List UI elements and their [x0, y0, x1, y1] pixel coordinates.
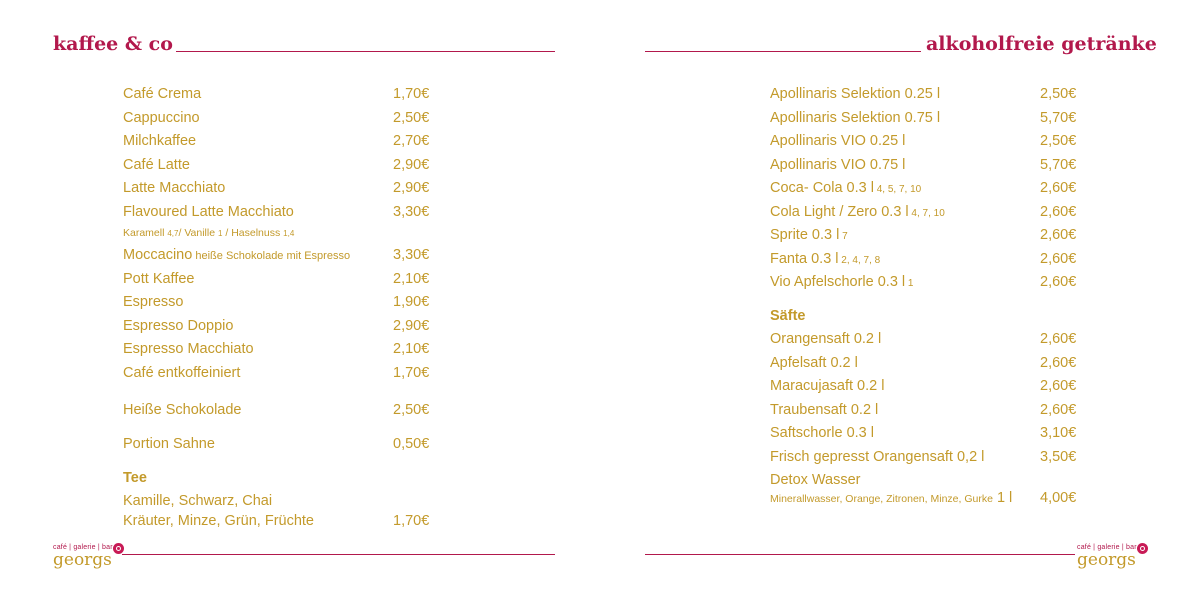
menu-item-price: 4,00€	[1040, 490, 1077, 506]
menu-item-name: Portion Sahne	[123, 436, 215, 452]
menu-item-name: Cappuccino	[123, 110, 200, 126]
menu-item-price: 2,60€	[1040, 180, 1077, 196]
menu-item-price: 1,70€	[393, 86, 430, 102]
menu-item-name: Apollinaris VIO 0.25 l	[770, 133, 906, 149]
menu-item-price: 5,70€	[1040, 157, 1077, 173]
menu-item-name: Apollinaris VIO 0.75 l	[770, 157, 906, 173]
menu-item-price: 2,90€	[393, 318, 430, 334]
menu-item-name: Flavoured Latte Macchiato	[123, 204, 294, 220]
menu-item-name: Café entkoffeiniert	[123, 365, 241, 381]
tea-line-1: Kamille, Schwarz, Chai	[123, 493, 273, 509]
menu-item-name: Espresso Doppio	[123, 318, 234, 334]
menu-item-price: 2,60€	[1040, 402, 1077, 418]
menu-item-price: 2,60€	[1040, 204, 1077, 220]
menu-item-price: 0,50€	[393, 436, 430, 452]
menu-item-price: 2,60€	[1040, 274, 1077, 290]
menu-item-name: Café Crema	[123, 86, 202, 102]
menu-item-price: 3,10€	[1040, 425, 1077, 441]
menu-item-name: Vio Apfelschorle 0.3 l 1	[770, 274, 914, 290]
menu-item-name: Traubensaft 0.2 l	[770, 402, 879, 418]
detox-desc: Minerallwasser, Orange, Zitronen, Minze, Gurke 1 l	[770, 490, 1013, 506]
menu-item-name: Cola Light / Zero 0.3 l 4, 7, 10	[770, 204, 945, 220]
title-rule	[645, 51, 921, 52]
flavour-note: Karamell 4,7/ Vanille 1 / Haselnuss 1,4	[123, 227, 295, 239]
menu-item-price: 2,60€	[1040, 227, 1077, 243]
menu-item-price: 3,30€	[393, 204, 430, 220]
menu-item-price: 2,60€	[1040, 331, 1077, 347]
menu-item-name: Heiße Schokolade	[123, 402, 242, 418]
menu-item-price: 2,10€	[393, 341, 430, 357]
menu-item-name: Coca- Cola 0.3 l 4, 5, 7, 10	[770, 180, 922, 196]
menu-item-price: 2,60€	[1040, 251, 1077, 267]
menu-item-name: Pott Kaffee	[123, 271, 195, 287]
menu-item-price: 1,90€	[393, 294, 430, 310]
menu-item-name: Apollinaris Selektion 0.75 l	[770, 110, 941, 126]
menu-item-name: Espresso Macchiato	[123, 341, 254, 357]
logo-name: georgs	[1077, 550, 1136, 570]
menu-item-name: Latte Macchiato	[123, 180, 226, 196]
logo-tagline: café | galerie | bar	[1077, 544, 1137, 551]
menu-item-name: Saftschorle 0.3 l	[770, 425, 874, 441]
menu-item-price: 2,10€	[393, 271, 430, 287]
title-rule	[176, 51, 555, 52]
menu-item-price: 2,50€	[1040, 86, 1077, 102]
menu-item-desc: heiße Schokolade mit Espresso	[192, 250, 351, 262]
menu-item-name: Espresso	[123, 294, 184, 310]
right-page	[600, 0, 1200, 600]
georgs-logo	[53, 543, 113, 569]
menu-item-name: Frisch gepresst Orangensaft 0,2 l	[770, 449, 985, 465]
georgs-logo	[1077, 543, 1137, 569]
menu-item-name: Sprite 0.3 l 7	[770, 227, 848, 243]
menu-item-price: 2,90€	[393, 157, 430, 173]
menu-item-name: Fanta 0.3 l 2, 4, 7, 8	[770, 251, 881, 267]
menu-item-name: Milchkaffee	[123, 133, 197, 149]
menu-item-price: 2,60€	[1040, 378, 1077, 394]
section-heading-tee: Tee	[123, 470, 147, 486]
menu-item-price: 5,70€	[1040, 110, 1077, 126]
logo-badge-icon	[113, 543, 124, 554]
page-title-getraenke: alkoholfreie getränke	[926, 33, 1157, 55]
menu-item-price: 2,70€	[393, 133, 430, 149]
menu-item-name: Orangensaft 0.2 l	[770, 331, 882, 347]
section-heading-saefte: Säfte	[770, 308, 806, 324]
logo-badge-icon	[1137, 543, 1148, 554]
footer-rule	[122, 554, 555, 555]
menu-item-name: Apollinaris Selektion 0.25 l	[770, 86, 941, 102]
menu-item-price: 1,70€	[393, 513, 430, 529]
menu-item-price: 2,50€	[393, 110, 430, 126]
menu-item-price: 1,70€	[393, 365, 430, 381]
menu-item-price: 2,90€	[393, 180, 430, 196]
menu-item-name: Café Latte	[123, 157, 190, 173]
menu-item-moccacino	[123, 247, 350, 263]
logo-tagline: café | galerie | bar	[53, 544, 113, 551]
menu-item-name: Detox Wasser	[770, 472, 861, 488]
page-title-kaffee: kaffee & co	[53, 33, 173, 55]
menu-item-price: 3,30€	[393, 247, 430, 263]
footer-rule	[645, 554, 1075, 555]
menu-item-price: 2,50€	[1040, 133, 1077, 149]
tea-line-2: Kräuter, Minze, Grün, Früchte	[123, 513, 314, 529]
menu-item-price: 3,50€	[1040, 449, 1077, 465]
menu-item-price: 2,50€	[393, 402, 430, 418]
menu-item-name: Apfelsaft 0.2 l	[770, 355, 858, 371]
menu-item-price: 2,60€	[1040, 355, 1077, 371]
menu-item-name: Maracujasaft 0.2 l	[770, 378, 885, 394]
logo-name: georgs	[53, 550, 112, 570]
menu-item-name: Moccacino	[123, 247, 193, 263]
